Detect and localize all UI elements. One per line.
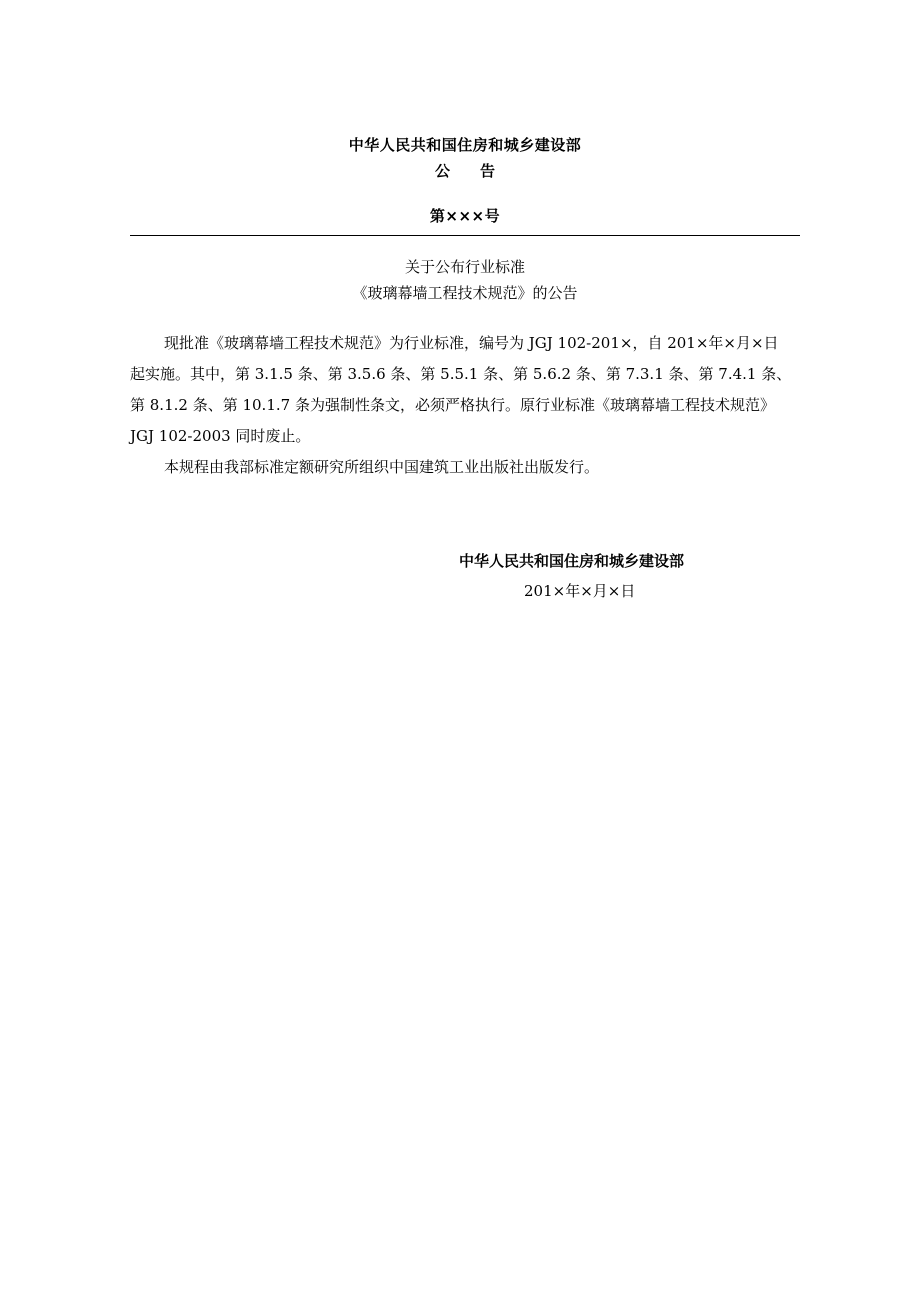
- notice-title: [130, 160, 800, 181]
- body-paragraph-1-line-2: 起实施。其中，第 3.1.5 条、第 3.5.6 条、第 5.5.1 条、第 5.6.2 条、第 7.3.1 条、第 7.4.1 条、: [130, 365, 792, 383]
- body-paragraph-1-line-1: 现批准《玻璃幕墙工程技术规范》为行业标准，编号为 JGJ 102-201×，自 201×年×月×日: [164, 334, 779, 352]
- subject-line-1: 关于公布行业标准: [404, 258, 525, 276]
- body-paragraph-2-line-1: 本规程由我部标准定额研究所组织中国建筑工业出版社出版发行。: [164, 458, 600, 476]
- header-divider: [130, 235, 800, 236]
- subject-line-2: 《玻璃幕墙工程技术规范》的公告: [352, 284, 578, 302]
- notice-title-char-1: 公: [434, 162, 450, 180]
- signature-org: 中华人民共和国住房和城乡建设部: [459, 552, 685, 570]
- body-paragraph-1: [130, 328, 800, 452]
- notice-title-char-2: 告: [480, 162, 496, 180]
- issuer-heading: 中华人民共和国住房和城乡建设部: [348, 136, 582, 154]
- signature-date: 201×年×月×日: [524, 582, 636, 600]
- body-paragraph-2: [130, 452, 800, 483]
- notice-number: 第×××号: [429, 207, 501, 225]
- body-paragraph-1-line-3: 第 8.1.2 条、第 10.1.7 条为强制性条文，必须严格执行。原行业标准《玻璃幕墙工程技术规范》: [130, 396, 775, 414]
- body-paragraph-1-line-4: JGJ 102-2003 同时废止。: [130, 427, 311, 445]
